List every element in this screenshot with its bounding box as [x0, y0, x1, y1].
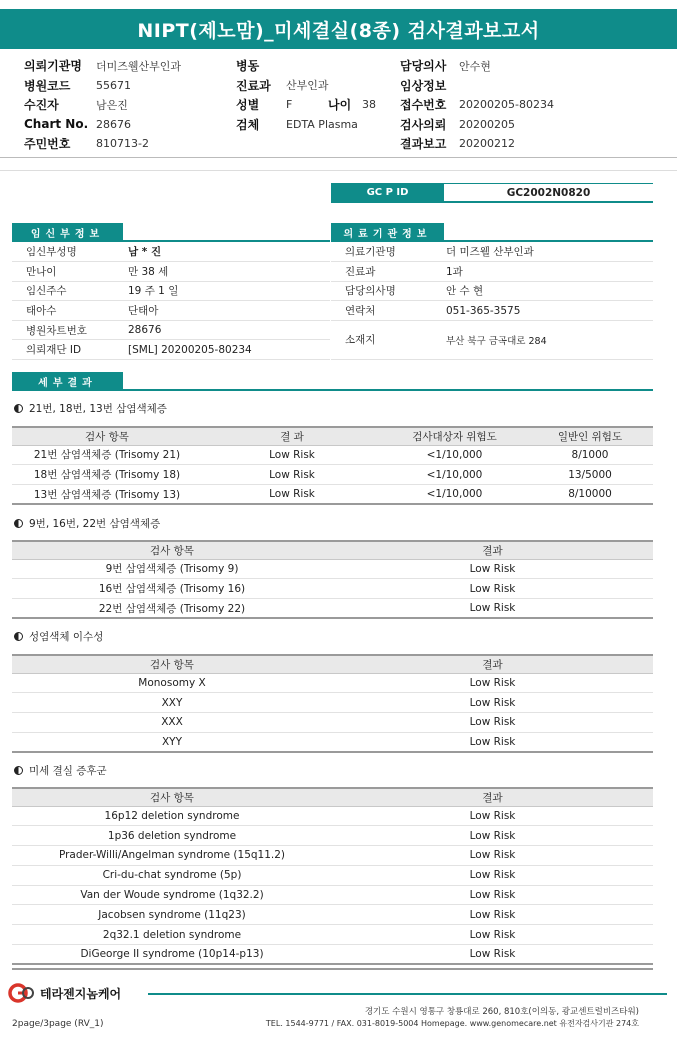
table-cell: Van der Woude syndrome (1q32.2)	[12, 885, 332, 905]
column-header: 결 과	[202, 427, 382, 445]
half-circle-icon	[14, 519, 23, 528]
label-text: 의뢰재단 ID	[26, 344, 82, 357]
header-label: 진료과	[236, 78, 271, 93]
header-value: 더미즈웰산부인과	[96, 59, 182, 73]
half-circle-icon	[14, 766, 23, 775]
header-value: 안수현	[459, 59, 491, 73]
table-cell: Monosomy X	[12, 673, 332, 693]
group-title-text: 9번, 16번, 22번 삼염색체증	[29, 518, 161, 530]
info-value: 단태아	[128, 301, 330, 321]
header-divider	[0, 170, 677, 171]
gc-pid-box	[331, 183, 653, 203]
table-cell: 2q32.1 deletion syndrome	[12, 925, 332, 945]
info-label	[26, 303, 128, 318]
info-value: [SML] 20200205-80234	[128, 340, 330, 360]
table-row	[12, 826, 653, 846]
table-cell: XXY	[12, 693, 332, 713]
info-value: 051-365-3575	[446, 301, 653, 321]
header-value: 38	[362, 98, 376, 112]
table-cell: 8/10000	[527, 485, 653, 505]
hospital-info-table	[331, 242, 653, 360]
header-label: Chart No.	[24, 117, 89, 132]
group-title	[14, 763, 107, 778]
column-header: 검사 항목	[12, 655, 332, 673]
hospital-info-tab: 의료기관정보	[331, 223, 444, 241]
group-title	[14, 629, 103, 644]
table-row	[12, 732, 653, 752]
header-value: 55671	[96, 78, 131, 92]
header-label: 병동	[236, 59, 260, 74]
table-cell: Low Risk	[332, 693, 653, 713]
table-row	[12, 885, 653, 905]
header-label: 담당의사	[400, 59, 447, 74]
table-cell: Low Risk	[332, 826, 653, 846]
company-address: 경기도 수원시 영통구 창룡대로 260, 810호(이의동, 광교센트럴비즈타워)	[364, 1007, 639, 1017]
report-title: NIPT(제노맘)_미세결실(8종) 검사결과보고서	[0, 9, 677, 49]
label-text: 임신주수	[26, 285, 67, 298]
header-value: EDTA Plasma	[286, 117, 358, 131]
header-label: 결과보고	[400, 137, 447, 152]
pregnant-info-table	[12, 242, 330, 360]
table-row	[12, 673, 653, 693]
detail-results-tab: 세부결과	[12, 372, 123, 390]
table-cell: Low Risk	[332, 925, 653, 945]
group-title	[14, 401, 167, 416]
header-value: 28676	[96, 117, 131, 131]
info-label	[345, 303, 446, 318]
table-cell: 8/1000	[527, 445, 653, 465]
info-label	[26, 283, 128, 298]
info-label	[26, 323, 128, 338]
group-title-text: 성염색체 이수성	[29, 631, 104, 643]
table-cell: Low Risk	[332, 945, 653, 965]
info-value: 만 38 세	[128, 262, 330, 282]
info-label	[26, 244, 128, 259]
table-cell: DiGeorge II syndrome (10p14-p13)	[12, 945, 332, 965]
pregnant-info-tab: 임신부정보	[12, 223, 123, 241]
table-cell: Low Risk	[332, 559, 653, 579]
table-row	[12, 693, 653, 713]
table-cell: Low Risk	[332, 579, 653, 599]
table-row	[12, 846, 653, 866]
info-label	[26, 342, 128, 357]
header-value: 20200205	[459, 117, 515, 131]
info-label	[345, 283, 446, 298]
info-value: 19 주 1 일	[128, 281, 330, 301]
column-header: 결과	[332, 541, 653, 559]
table-cell: 16p12 deletion syndrome	[12, 806, 332, 826]
label-text: 담당의사명	[345, 285, 396, 298]
company-logo	[8, 983, 121, 1003]
table-cell: Low Risk	[332, 713, 653, 733]
header-label: 나이	[328, 98, 352, 113]
table-cell: <1/10,000	[382, 465, 527, 485]
header-value: F	[286, 98, 293, 112]
label-text: 연락처	[345, 305, 376, 318]
table-cell: 9번 삼염색체증 (Trisomy 9)	[12, 559, 332, 579]
table-cell: Low Risk	[332, 673, 653, 693]
label-text: 의료기관명	[345, 246, 396, 259]
table-row	[12, 713, 653, 733]
table-cell: Low Risk	[332, 865, 653, 885]
column-header: 검사대상자 위험도	[382, 427, 527, 445]
header-value: 남은진	[96, 98, 128, 112]
info-value: 28676	[128, 320, 330, 340]
column-header: 검사 항목	[12, 541, 332, 559]
column-header: 결과	[332, 788, 653, 806]
table-cell: 13/5000	[527, 465, 653, 485]
column-header: 결과	[332, 655, 653, 673]
header-value: 20200205-80234	[459, 98, 554, 112]
info-label	[345, 332, 446, 347]
header-label: 검사의뢰	[400, 117, 447, 132]
table-row	[12, 599, 653, 619]
company-contact: TEL. 1544-9771 / FAX. 031-8019-5004 Homepage. www.genomecare.net 유전자검사기관 274호	[265, 1019, 639, 1028]
footer-accent-bar	[148, 993, 667, 995]
table-cell: Low Risk	[332, 732, 653, 752]
info-value: 부산 북구 금곡대로 284	[446, 320, 653, 359]
table-cell: XXX	[12, 713, 332, 733]
page-number: 2page/3page (RV_1)	[12, 1019, 104, 1029]
table-cell: XYY	[12, 732, 332, 752]
table-row	[12, 925, 653, 945]
label-text: 소재지	[345, 334, 376, 347]
header-col-1	[24, 56, 234, 154]
group-title-text: 미세 결실 증후군	[29, 765, 107, 777]
info-label	[26, 264, 128, 279]
table-row	[12, 465, 653, 485]
logo-mark-icon	[8, 983, 36, 1003]
table-row	[12, 806, 653, 826]
info-label	[345, 244, 446, 259]
table-cell: Jacobsen syndrome (11q23)	[12, 905, 332, 925]
table-cell: Low Risk	[332, 846, 653, 866]
table-cell: 16번 삼염색체증 (Trisomy 16)	[12, 579, 332, 599]
table-cell: 18번 삼염색체증 (Trisomy 18)	[12, 465, 202, 485]
header-label: 주민번호	[24, 137, 71, 152]
table-cell: Low Risk	[332, 599, 653, 619]
gc-pid-label: GC P ID	[331, 184, 444, 201]
table-row	[12, 485, 653, 505]
label-text: 만나이	[26, 265, 57, 278]
table-cell: Prader-Willi/Angelman syndrome (15q11.2)	[12, 846, 332, 866]
info-value: 안 수 현	[446, 281, 653, 301]
header-divider	[0, 157, 677, 158]
table-row	[12, 945, 653, 965]
header-label: 접수번호	[400, 98, 447, 113]
info-label	[345, 264, 446, 279]
half-circle-icon	[14, 404, 23, 413]
sex-chromosome-table	[12, 654, 653, 753]
label-text: 병원차트번호	[26, 324, 87, 337]
table-cell: Low Risk	[332, 806, 653, 826]
table-cell: Low Risk	[332, 885, 653, 905]
microdeletion-table	[12, 787, 653, 965]
table-cell: Low Risk	[202, 465, 382, 485]
table-cell: Cri-du-chat syndrome (5p)	[12, 865, 332, 885]
column-header: 일반인 위험도	[527, 427, 653, 445]
trisomy-21-18-13-table	[12, 426, 653, 505]
group-title-text: 21번, 18번, 13번 삼염색체증	[29, 403, 167, 415]
label-text: 임신부성명	[26, 246, 77, 259]
info-value: 1과	[446, 262, 653, 282]
header-label: 병원코드	[24, 78, 71, 93]
header-label: 수진자	[24, 98, 59, 113]
header-col-3	[400, 56, 640, 154]
info-value: 더 미즈웰 산부인과	[446, 242, 653, 262]
logo-text: 테라젠지놈케어	[40, 986, 122, 1001]
header-label: 성별	[236, 98, 260, 113]
column-header: 검사 항목	[12, 427, 202, 445]
header-value: 산부인과	[286, 79, 329, 93]
info-value: 남 * 진	[128, 242, 330, 262]
table-cell: Low Risk	[332, 905, 653, 925]
table-cell: 13번 삼염색체증 (Trisomy 13)	[12, 485, 202, 505]
section-underline	[12, 389, 653, 391]
footer-divider	[12, 968, 653, 970]
header-label: 검체	[236, 117, 260, 132]
header-label: 의뢰기관명	[24, 59, 82, 74]
table-cell: Low Risk	[202, 445, 382, 465]
trisomy-9-16-22-table	[12, 540, 653, 619]
column-header: 검사 항목	[12, 788, 332, 806]
header-value: 20200212	[459, 137, 515, 151]
table-row	[12, 865, 653, 885]
header-label: 임상정보	[400, 78, 447, 93]
label-text: 진료과	[345, 265, 376, 278]
table-cell: 22번 삼염색체증 (Trisomy 22)	[12, 599, 332, 619]
group-title	[14, 516, 160, 531]
table-cell: <1/10,000	[382, 485, 527, 505]
table-row	[12, 559, 653, 579]
table-cell: 21번 삼염색체증 (Trisomy 21)	[12, 445, 202, 465]
gc-pid-value: GC2002N0820	[506, 186, 591, 199]
header-value: 810713-2	[96, 137, 149, 151]
table-row	[12, 445, 653, 465]
half-circle-icon	[14, 632, 23, 641]
table-row	[12, 905, 653, 925]
table-row	[12, 579, 653, 599]
table-cell: 1p36 deletion syndrome	[12, 826, 332, 846]
header-col-2	[236, 56, 396, 134]
label-text: 태아수	[26, 305, 57, 318]
table-cell: Low Risk	[202, 485, 382, 505]
table-cell: <1/10,000	[382, 445, 527, 465]
